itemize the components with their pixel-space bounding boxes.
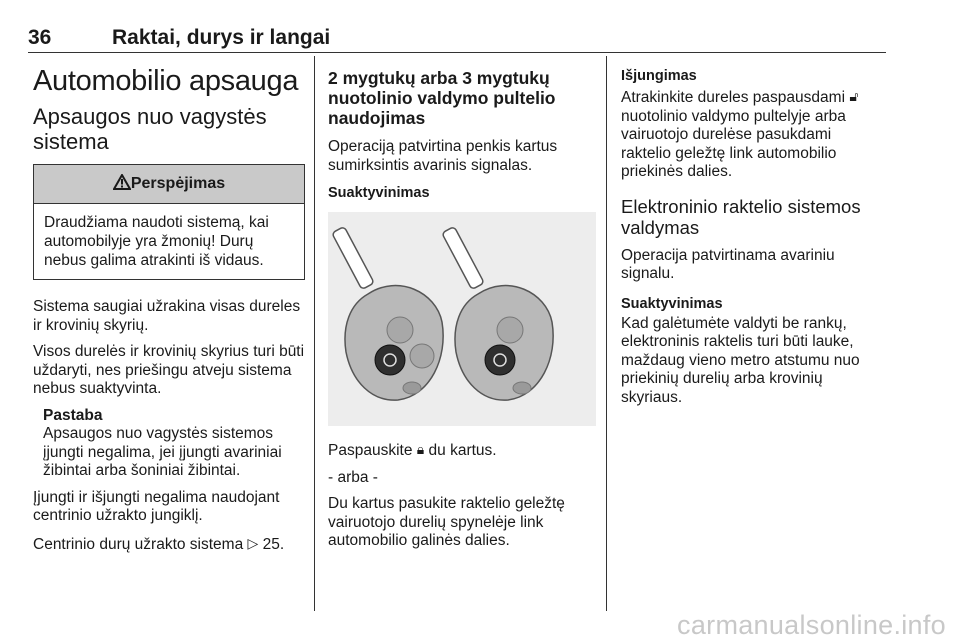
page-reference-icon: ▷ — [247, 534, 259, 551]
paragraph — [33, 534, 305, 555]
section-title: Apsaugos nuo vagystės sistema — [33, 104, 267, 154]
unlock-icon: 🔓︎ — [849, 88, 859, 104]
lock-icon: 🔒︎ — [416, 441, 425, 457]
paragraph: - arba - — [328, 468, 378, 486]
paragraph: Du kartus pasukite raktelio geležtę vairuotojo durelių spynelėje link automobilio galinės dalies. — [328, 495, 565, 549]
subheading-label: Išjungimas — [621, 68, 697, 84]
warning-box — [33, 164, 305, 280]
column-divider-1 — [314, 56, 315, 611]
section-heading: Elektroninio raktelio sistemos valdymas — [621, 195, 861, 238]
note-text: Apsaugos nuo vagystės sistemos įjungti negalima, jei įjungti avariniai žibintai arba šoniniai žibintai. — [43, 425, 282, 479]
instruction-text: du kartus. — [428, 442, 497, 459]
reference-page[interactable]: 25. — [262, 535, 285, 553]
paragraph: Operaciją patvirtina penkis kartus sumirksintis avarinis signalas. — [328, 138, 558, 174]
note-box — [43, 407, 305, 481]
warning-text: Draudžiama naudoti sistemą, kai automobilyje yra žmonių! Durų nebus galima atrakinti iš vidaus. — [44, 214, 269, 269]
paragraph: Sistema saugiai užrakina visas dureles ir krovinių skyrių. — [33, 298, 301, 334]
paragraph: Įjungti ir išjungti negalima naudojant centrinio užrakto jungiklį. — [33, 488, 280, 524]
paragraph: Kad galėtumėte valdyti be rankų, elektroninis raktelis turi būti lauke, maždaug vieno metro atstumu nuo priekinių durelių arba krovinių skyriaus. — [621, 314, 860, 406]
main-title: Automobilio apsauga — [33, 65, 299, 97]
column-divider-2 — [606, 56, 607, 611]
instruction-text: nuotolinio valdymo pultelyje arba vairuotojo durelėse pasukdami raktelio geležtę link automobilio priekinės dalies. — [621, 107, 846, 180]
chapter-title: Raktai, durys ir langai — [112, 26, 331, 49]
paragraph — [328, 440, 596, 461]
warning-title: Perspėjimas — [130, 175, 226, 192]
note-label: Pastaba — [43, 406, 103, 424]
reference-text: Centrinio durų užrakto sistema — [33, 535, 244, 553]
page-header — [28, 26, 886, 52]
header-rule — [28, 52, 886, 53]
warning-header — [34, 165, 304, 204]
paragraph: Visos durelės ir krovinių skyrius turi būti uždaryti, nes priešingu atveju sistema nebus suaktyvinta. — [33, 343, 305, 397]
remote-keys-illustration — [328, 212, 596, 426]
subheading-label: Suaktyvinimas — [621, 295, 723, 312]
paragraph: Operacija patvirtinama avariniu signalu. — [621, 246, 835, 282]
watermark: carmanualsonline.info — [677, 610, 946, 640]
instruction-text: Atrakinkite dureles paspausdami — [621, 89, 846, 106]
warning-triangle-icon — [113, 174, 131, 190]
paragraph — [621, 87, 881, 182]
section-heading: 2 mygtukų arba 3 mygtukų nuotolinio valdymo pultelio naudojimas — [328, 68, 556, 128]
subheading-label: Suaktyvinimas — [328, 185, 430, 201]
column-3 — [621, 60, 881, 415]
column-1 — [33, 60, 305, 562]
page-number: 36 — [28, 26, 52, 49]
instruction-text: Paspauskite — [328, 442, 413, 459]
column-2 — [328, 60, 596, 559]
